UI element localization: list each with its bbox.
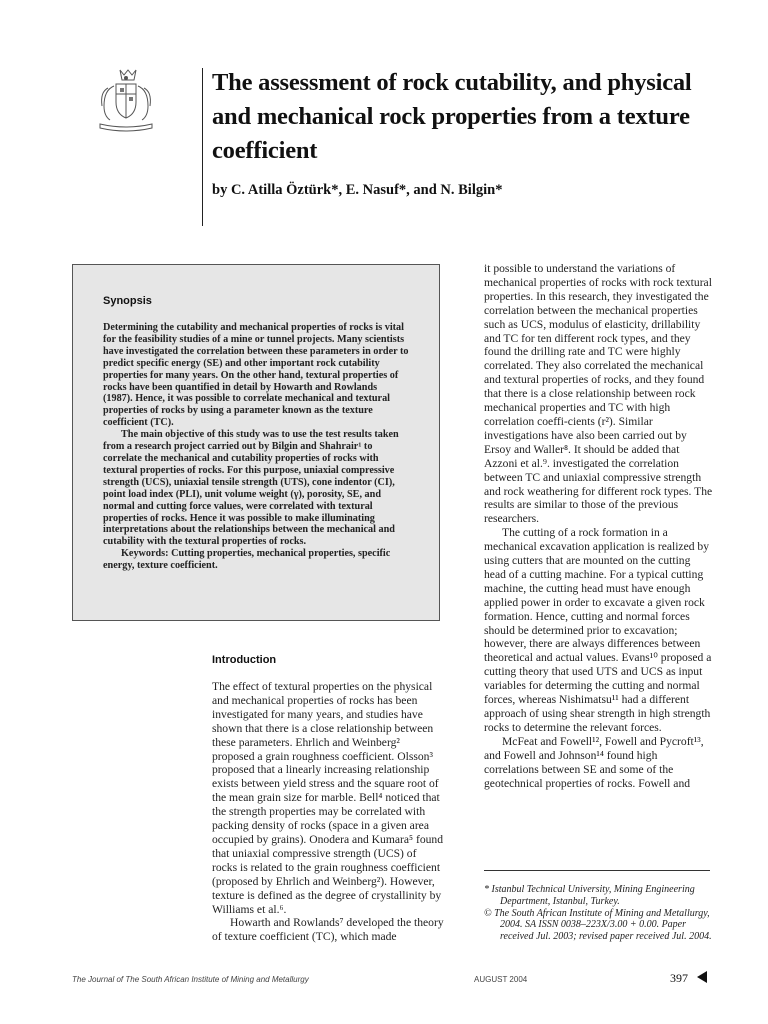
synopsis-box xyxy=(72,264,440,621)
body-paragraph: Howarth and Rowlands⁷ developed the theory of texture coefficient (TC), which made xyxy=(212,916,444,944)
footer-journal-name: The Journal of The South African Institute of Mining and Metallurgy xyxy=(72,975,309,984)
synopsis-paragraph: The main objective of this study was to use the test results taken from a research project carried out by Bilgin and Shahrair¹ to correlate the mechanical and cutability properties of rocks with textural properties of rocks. For this purpose, uniaxial compressive strength (UCS), uniaxial tensile strength (UTS), cone indentor (CI), point load index (PLI), unit volume weight (γ), porosity, SE, and normal and cutting force values, were correlated with textural properties of rocks. Hence it was possible to make illuminating interpretations about the relationships between the mechanical and cutability with the textural properties of rocks. xyxy=(103,429,399,548)
footnotes xyxy=(484,884,714,943)
article-authors: by C. Atilla Öztürk*, E. Nasuf*, and N. Bilgin* xyxy=(212,182,503,198)
page-number: 397 xyxy=(670,971,688,985)
body-paragraph: The effect of textural properties on the physical and mechanical properties of rocks has been investigated for many years, and studies have shown that there is a close relationship between these parameters. Ehrlich and Weinberg² proposed a grain roughness coefficient. Olsson³ proposed that a linearly increasing relationship exists between yield stress and the square root of the mean grain size for marble. Bell⁴ noticed that the strength properties may be correlated with packing density of rocks (space in a given area occupied by grains). Onodera and Kumara⁵ found that uniaxial compressive strength (UCS) of rocks is related to the grain roughness coefficient (proposed by Ehrlich and Weinberg²). However, texture is defined as the degree of crystallinity by Williams et al.⁶. xyxy=(212,680,444,916)
left-triangle-icon xyxy=(697,971,707,983)
footnote-affiliation: * Istanbul Technical University, Mining Engineering Department, Istanbul, Turkey. xyxy=(484,884,695,907)
synopsis-paragraph: Determining the cutability and mechanical properties of rocks is vital for the feasibility studies of a mine or tunnel projects. Many scientists have investigated the correlation between these parameters in order to predict specific energy (SE) and other important rock cutability properties for many years. On the other hand, textural properties of rocks have been quantified in detail by Howarth and Rowlands (1987). Hence, it was possible to correlate mechanical and textural properties of rocks by using a parameter known as the texture coefficient (TC). xyxy=(103,322,409,429)
title-divider xyxy=(202,68,203,226)
body-paragraph: it possible to understand the variations of mechanical properties of rocks with rock textural properties. In this research, they investigated the correlation between the mechanical properties such as UCS, modulus of elasticity, drillability and TC for ten different rock types, and they found the drilling rate and TC were highly correlated. They also correlated the mechanical and textural properties of rocks, and they found that there is a close relationship between rock mechanical properties and TC with high correlation coeffi-cients (r²). Similar investigations have also been carried out by Ersoy and Waller⁸. It should be added that Azzoni et al.⁹. investigated the correlation between TC and uniaxial compressive strength and rock weathering for different rock types. The results are similar to those of the previous researchers. xyxy=(484,262,713,526)
footer-issue-date: AUGUST 2004 xyxy=(474,975,528,984)
footnote-divider xyxy=(484,870,710,871)
right-column xyxy=(484,262,714,790)
footnote-copyright: © The South African Institute of Mining and Metallurgy, 2004. SA ISSN 0038–223X/3.00 + 0.00. Paper received Jul. 2003; revised paper received Jul. 2004. xyxy=(484,907,712,943)
synopsis-heading: Synopsis xyxy=(103,295,152,307)
introduction-heading: Introduction xyxy=(212,654,277,666)
body-paragraph: The cutting of a rock formation in a mechanical excavation application is realized by using cutters that are mounted on the cutting head of a cutting machine. For a typical cutting machine, the cutting head must have enough applied power in order to excavate a given rock formation. Hence, cutting and normal forces should be determined prior to excavation; however, there are always differences between theoretical and actual values. Evans¹⁰ proposed a cutting theory that used UTS and UCS as input variables for determing the cutting and normal forces, whereas Nishimatsu¹¹ had a different approach of using shear strength in high strength rocks to determine the relevant forces. xyxy=(484,526,712,734)
article-title: The assessment of rock cutability, and physical and mechanical rock properties from a texture coefficient xyxy=(212,69,692,164)
body-paragraph: McFeat and Fowell¹², Fowell and Pycroft¹³, and Fowell and Johnson¹⁴ found high correlations between SE and some of the geotechnical properties of rocks. Fowell and xyxy=(484,734,704,790)
coat-of-arms-icon xyxy=(94,66,158,132)
synopsis-keywords: Keywords: Cutting properties, mechanical properties, specific energy, texture coefficient. xyxy=(103,548,391,572)
introduction-section xyxy=(212,654,444,944)
